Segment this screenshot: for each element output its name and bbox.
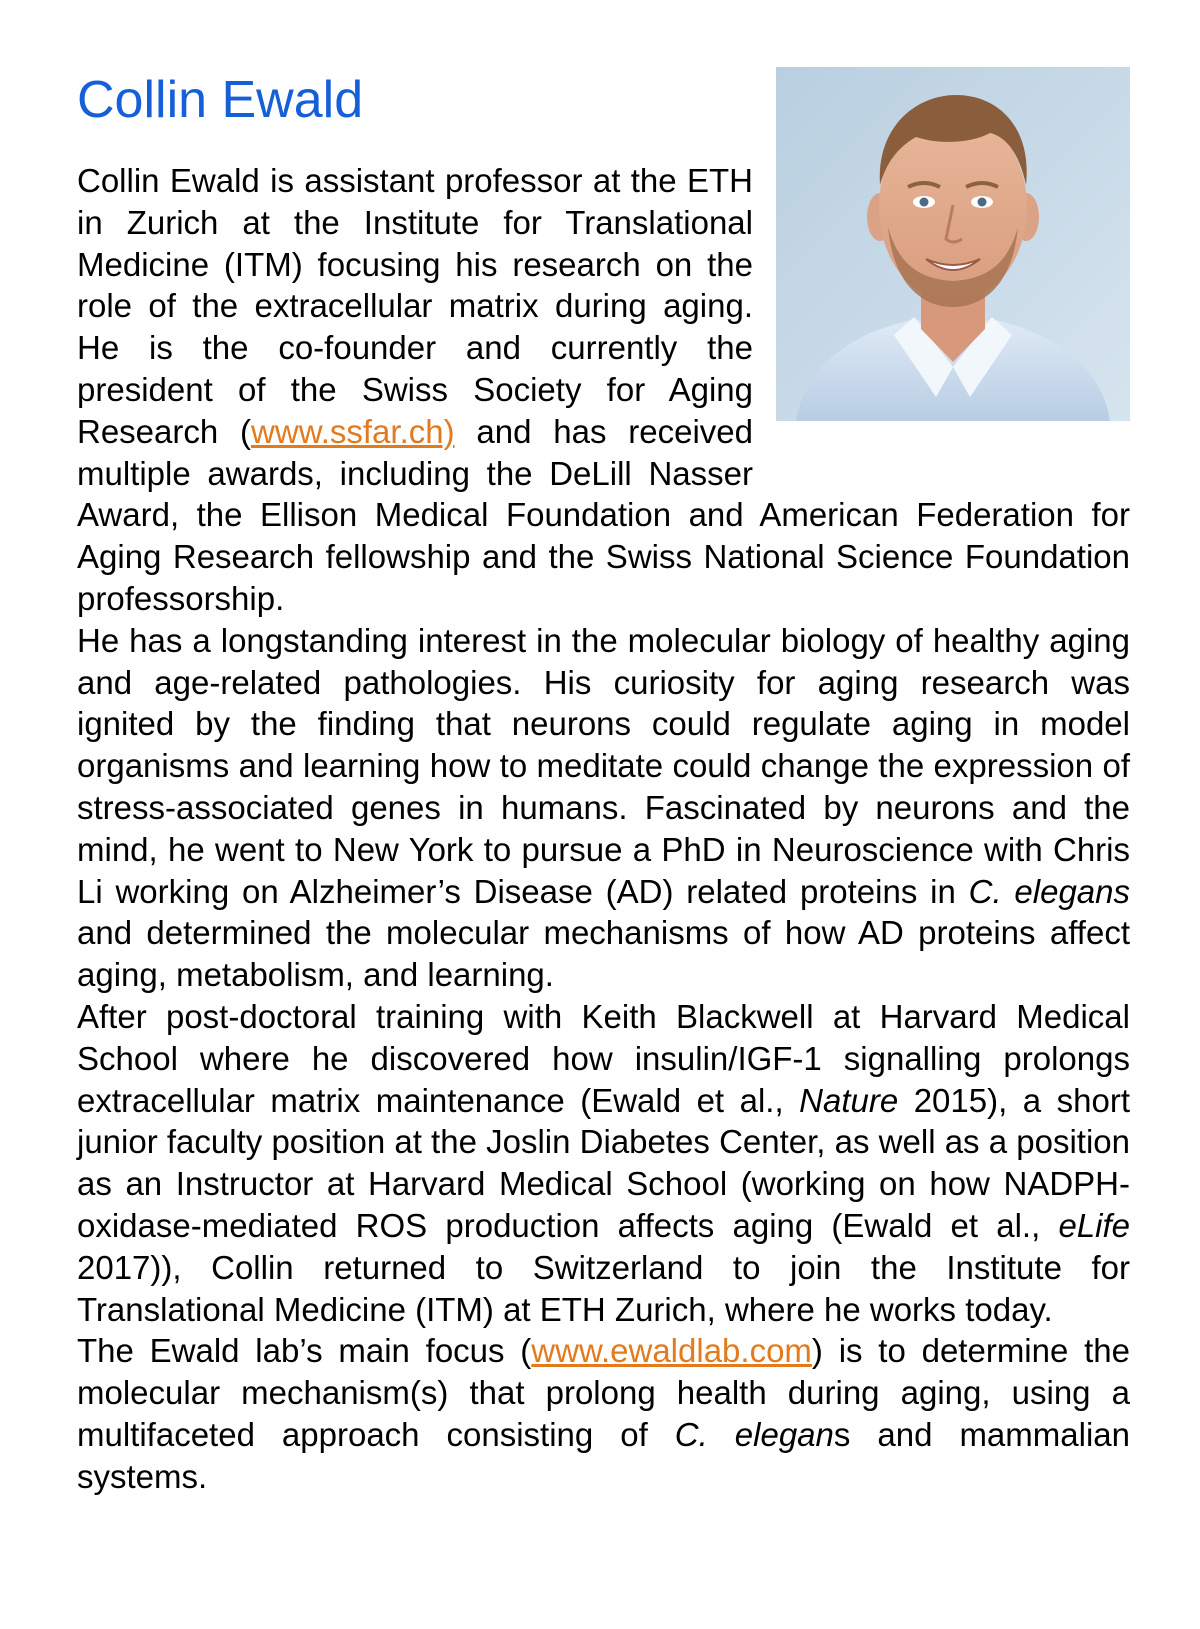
bio-p2-italic-1: C. elegans [968,872,1131,910]
bio-paragraph-3 [77,996,1130,1330]
bio-p1-text-1: Collin Ewald is assistant professor at the ETH in Zurich at the Institute for Translational Medicine (ITM) focusing his research on the role of the extracellular matrix during aging. He is the co-founder and currently the president of the Swiss Society for Aging Research ( [77,162,753,450]
photo-wrap-spacer [753,160,1130,453]
bio-p4-text-1: The Ewald lab’s main focus ( [77,1332,532,1370]
bio-p3-text-3: 2017)), Collin returned to Switzerland to join the Institute for Translational Medicine (ITM) at ETH Zurich, where he works today. [77,1248,1130,1328]
bio-p4-text-3: s and mammalian systems. [77,1415,1130,1495]
bio-p3-italic-2: eLife [1058,1206,1130,1244]
ssfar-link[interactable]: www.ssfar.ch) [251,412,455,450]
bio-p3-text-2: 2015), a short junior faculty position at the Joslin Diabetes Center, as well as a position as an Instructor at Harvard Medical School (working on how NADPH-oxidase-mediated ROS production affects aging (Ewald et al., [77,1081,1131,1244]
bio-text [77,160,1130,1498]
bio-p3-italic-1: Nature [799,1081,899,1119]
bio-p1-text-2: and has received multiple awards, including the DeLill Nasser Award, the Ellison Medical Foundation and American Federation for Aging Research fellowship and the Swiss National Science Foundation professorship. [77,412,1130,617]
bio-p4-italic-1: C. elegan [674,1415,834,1453]
bio-p3-text-1: After post-doctoral training with Keith Blackwell at Harvard Medical School where he discovered how insulin/IGF-1 signalling prolongs extracellular matrix maintenance (Ewald et al., [77,997,1130,1119]
bio-p2-text-1: He has a longstanding interest in the molecular biology of healthy aging and age-related pathologies. His curiosity for aging research was ignited by the finding that neurons could regulate aging in model organisms and learning how to meditate could change the expression of stress-associated genes in humans. Fascinated by neurons and the mind, he went to New York to pursue a PhD in Neuroscience with Chris Li working on Alzheimer’s Disease (AD) related proteins in [77,621,1130,910]
bio-paragraph-2 [77,620,1130,996]
bio-p4-text-2: ) is to determine the molecular mechanism(s) that prolong health during aging, using a multifaceted approach consisting of [77,1332,1130,1453]
bio-paragraph-4 [77,1330,1130,1497]
page-title: Collin Ewald [77,71,364,129]
ewaldlab-link[interactable]: www.ewaldlab.com [531,1332,812,1370]
bio-p2-text-2: and determined the molecular mechanisms of how AD proteins affect aging, metabolism, and learning. [77,914,1130,994]
